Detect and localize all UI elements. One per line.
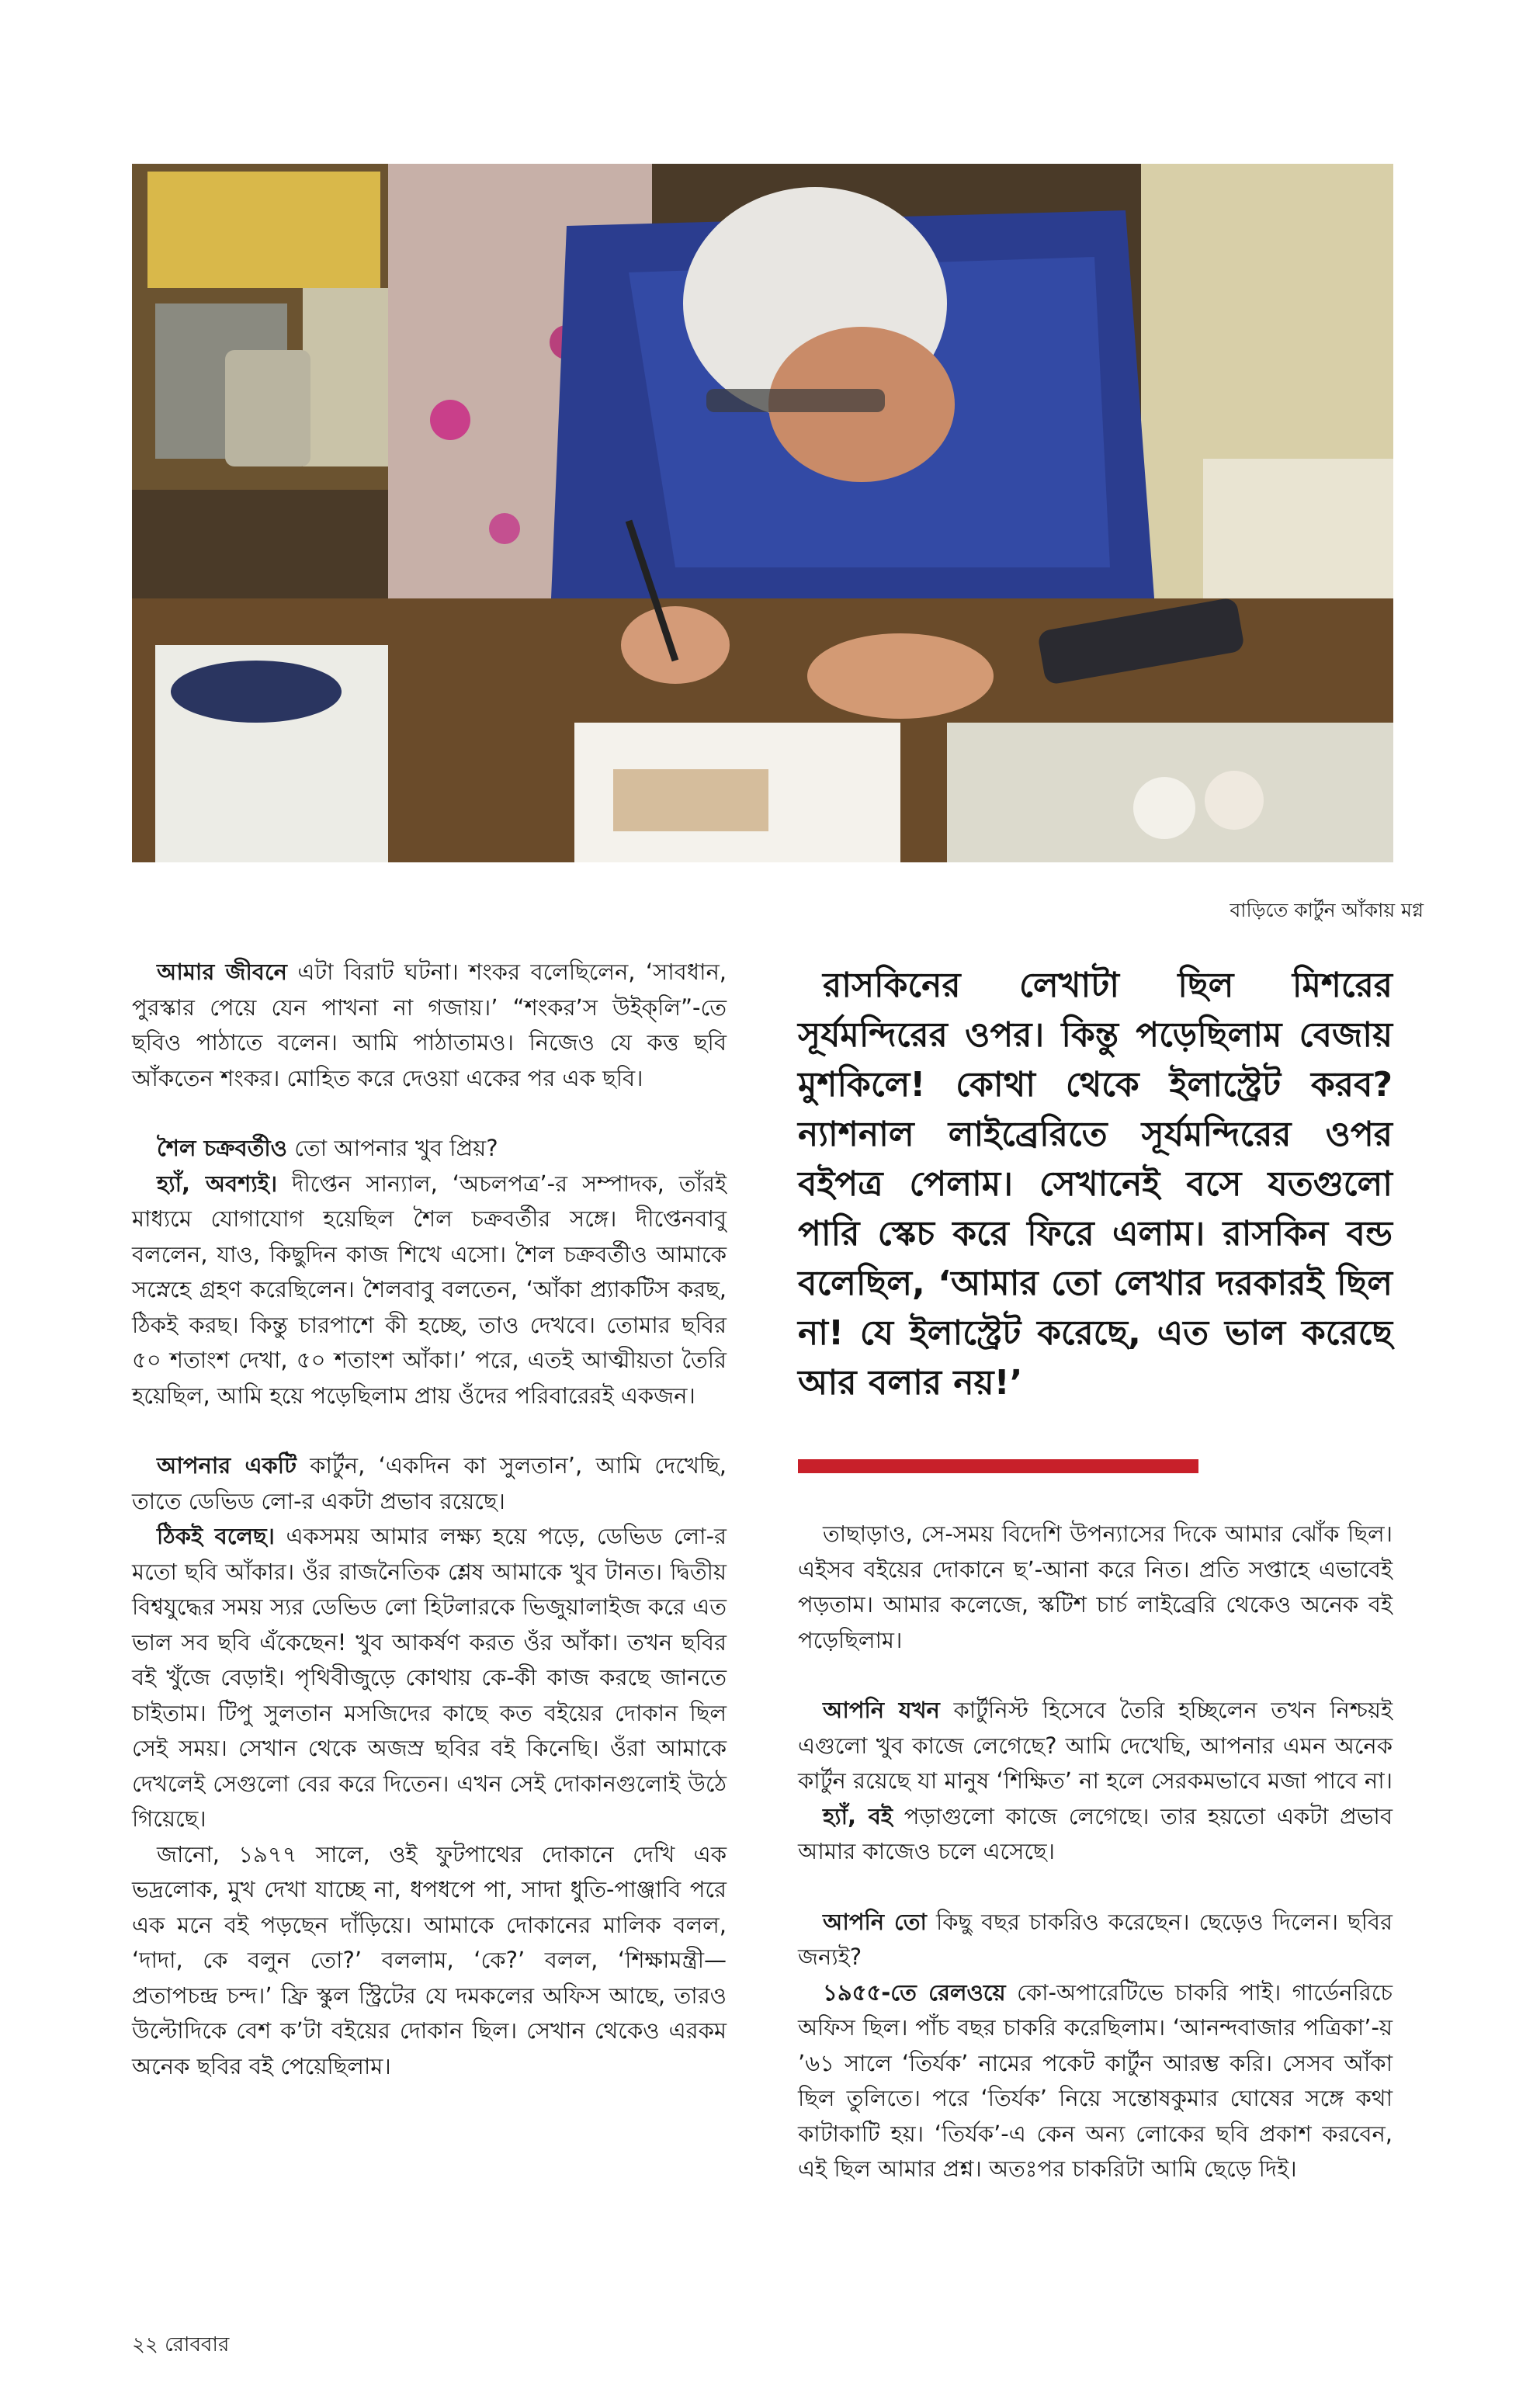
red-divider <box>798 1459 1198 1473</box>
paragraph <box>132 1837 727 2085</box>
artist-drawing-photo <box>132 164 1393 862</box>
paragraph-text: এটা বিরাট ঘটনা। শংকর বলেছিলেন, ‘সাবধান, পুরস্কার পেয়ে যেন পাখনা না গজায়।’ “শংকর’স উইক্‌লি”-তে ছবিও পাঠাতে বলেন। আমি পাঠাতামও। নিজেও যে কত্ত ছবি আঁকতেন শংকর। মোহিত করে দেওয়া একের পর এক ছবি। <box>132 959 727 1091</box>
paragraph-text: পড়াগুলো কাজে লেগেছে। তার হয়তো একটা প্রভাব আমার কাজেও চলে এসেছে। <box>798 1802 1393 1864</box>
paragraph-lead: আপনার একটি <box>157 1452 297 1479</box>
paragraph-text: কার্টুনিস্ট হিসেবে তৈরি হচ্ছিলেন তখন নিশ্চয়ই এগুলো খুব কাজে লেগেছে? আমি দেখেছি, আপনার এমন অনেক কার্টুন রয়েছে যা মানুষ ‘শিক্ষিত’ না হলে সেরকমভাবে মজা পাবে না। <box>798 1697 1393 1794</box>
paragraph-text: একসময় আমার লক্ষ্য হয়ে পড়ে, ডেভিড লো-র মতো ছবি আঁকার। ওঁর রাজনৈতিক শ্লেষ আমাকে খুব টানত। দ্বিতীয় বিশ্বযুদ্ধের সময় স্যর ডেভিড লো হিটলারকে ভিজুয়ালাইজ করে এত ভাল সব ছবি এঁকেছেন! খুব আকর্ষণ করত ওঁর আঁকা। তখন ছবির বই খুঁজে বেড়াই। পৃথিবীজুড়ে কোথায় কে-কী কাজ করছে জানতে চাইতাম। টিপু সুলতান মসজিদের কাছে কত বইয়ের দোকান ছিল সেই সময়। সেখান থেকে অজস্র ছবির বই কিনেছি। ওঁরা আমাকে দেখলেই সেগুলো বের করে দিতেন। এখন সেই দোকানগুলোই উঠে গিয়েছে। <box>132 1523 727 1832</box>
left-column <box>132 955 727 2084</box>
question <box>132 1131 727 1167</box>
paragraph-lead: ১৯৫৫-তে রেলওয়ে <box>823 1979 1006 2006</box>
answer <box>132 1519 727 1837</box>
article-photo <box>132 164 1393 862</box>
paragraph-lead: আপনি যখন <box>823 1697 940 1723</box>
question <box>798 1693 1393 1799</box>
paragraph <box>132 955 727 1096</box>
paragraph-text: তো আপনার খুব প্রিয়? <box>287 1135 498 1161</box>
paragraph-lead: আপনি তো <box>823 1908 927 1935</box>
answer <box>798 1799 1393 1870</box>
paragraph-text: কো-অপারেটিভে চাকরি পাই। গার্ডেনরিচে অফিস ছিল। পাঁচ বছর চাকরি করেছিলাম। ‘আনন্দবাজার পত্রিকা’-য় ’৬১ সালে ‘তির্যক’ নামের পকেট কার্টুন আরম্ভ করি। সেসব আঁকা ছিল তুলিতে। পরে ‘তির্যক’ নিয়ে সন্তোষকুমার ঘোষের সঙ্গে কথা কাটাকাটি হয়। ‘তির্যক’-এ কেন অন্য লোকের ছবি প্রকাশ করবেন, এই ছিল আমার প্রশ্ন। অতঃপর চাকরিটা আমি ছেড়ে দিই। <box>798 1979 1393 2182</box>
paragraph-text: জানো, ১৯৭৭ সালে, ওই ফুটপাথের দোকানে দেখি এক ভদ্রলোক, মুখ দেখা যাচ্ছে না, ধপধপে পা, সাদা ধুতি-পাঞ্জাবি পরে এক মনে বই পড়ছেন দাঁড়িয়ে। আমাকে দোকানের মালিক বলল, ‘দাদা, কে বলুন তো?’ বললাম, ‘কে?’ বলল, ‘শিক্ষামন্ত্রী— প্রতাপচন্দ্র চন্দ।’ ফ্রি স্কুল স্ট্রিটের যে দমকলের অফিস আছে, তারও উল্টোদিকে বেশ ক’টা বইয়ের দোকান ছিল। সেখান থেকেও এরকম অনেক ছবির বই পেয়েছিলাম। <box>132 1840 727 2079</box>
paragraph-lead: শৈল চক্রবর্তীও <box>157 1135 288 1161</box>
question <box>132 1448 727 1519</box>
paragraph-lead: হ্যাঁ, অবশ্যই। <box>157 1170 278 1197</box>
paragraph-text: দীপ্তেন সান্যাল, ‘অচলপত্র’-র সম্পাদক, তাঁরই মাধ্যমে যোগাযোগ হয়েছিল শৈল চক্রবর্তীর সঙ্গে। দীপ্তেনবাবু বললেন, যাও, কিছুদিন কাজ শিখে এসো। শৈল চক্রবর্তীও আমাকে সস্নেহে গ্রহণ করেছিলেন। শৈলবাবু বলতেন, ‘আঁকা প্র্যাকটিস করছ, ঠিকই করছ। কিন্তু চারপাশে কী হচ্ছে, তাও দেখবে। তোমার ছবির ৫০ শতাংশ দেখা, ৫০ শতাংশ আঁকা।’ পরে, এতই আত্মীয়তা তৈরি হয়েছিল, আমি হয়ে পড়েছিলাম প্রায় ওঁদের পরিবারেরই একজন। <box>132 1170 727 1409</box>
paragraph-text: কার্টুন, ‘একদিন কা সুলতান’, আমি দেখেছি, তাতে ডেভিড লো-র একটা প্রভাব রয়েছে। <box>132 1452 727 1514</box>
question <box>798 1905 1393 1975</box>
paragraph-lead: আমার জীবনে <box>157 959 287 985</box>
answer <box>132 1167 727 1414</box>
pull-quote: রাসকিনের লেখাটা ছিল মিশরের সূর্যমন্দিরের ওপর। কিন্তু পড়েছিলাম বেজায় মুশকিলে! কোথা থেকে ইলাস্ট্রেট করব? ন্যাশনাল লাইব্রেরিতে সূর্যমন্দিরের ওপর বইপত্র পেলাম। সেখানেই বসে যতগুলো পারি স্কেচ করে ফিরে এলাম। রাসকিন বন্ড বলেছিল, ‘আমার তো লেখার দরকারই ছিল না! যে ইলাস্ট্রেট করেছে, এত ভাল করেছে আর বলার নয়!’ <box>798 966 1393 1403</box>
page-folio: ২২ রোববার <box>132 2333 230 2357</box>
right-column <box>798 955 1393 2187</box>
photo-caption: বাড়িতে কার্টুন আঁকায় মগ্ন <box>1230 899 1424 921</box>
paragraph-lead: ঠিকই বলেছ। <box>157 1523 275 1549</box>
answer <box>798 1975 1393 2187</box>
paragraph-lead: হ্যাঁ, বই <box>823 1802 893 1829</box>
paragraph-text: তাছাড়াও, সে-সময় বিদেশি উপন্যাসের দিকে আমার ঝোঁক ছিল। এইসব বইয়ের দোকানে ছ’-আনা করে নিত। প্রতি সপ্তাহে এভাবেই পড়তাম। আমার কলেজে, স্কটিশ চার্চ লাইব্রেরি থেকেও অনেক বই পড়েছিলাম। <box>798 1521 1393 1653</box>
paragraph-text: কিছু বছর চাকরিও করেছেন। ছেড়েও দিলেন। ছবির জন্যই? <box>798 1908 1393 1970</box>
paragraph <box>798 1517 1393 1658</box>
